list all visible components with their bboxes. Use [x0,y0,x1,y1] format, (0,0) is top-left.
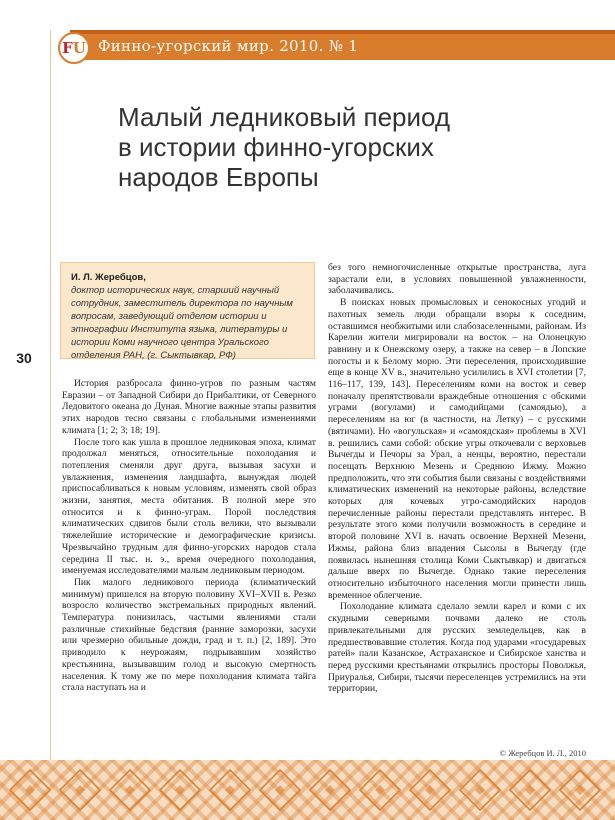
paragraph: Пик малого ледникового периода (климатический минимум) пришелся на вторую половину XVI–XVII в. Резко возросло количество экстремальных природных явлений. Температура понизилась, частыми явлениями стали различные стихийные бедствия (ранние заморозки, засухи или чрезмерно обильные дожди, град и т. п.) [2, 189]. Это приводило к неурожаям, подрывавшим хозяйство крестьянина, вызывавшим голод и высокую смертность населения. К тому же по мере похолодания климата тайга стала наступать на и [62,576,316,694]
copyright-note: © Жеребцов И. Л., 2010 [499,748,586,758]
author-box [60,262,315,359]
journal-header [0,30,615,60]
left-column [62,378,316,694]
title-line-2: в истории финно-угорских [118,132,434,162]
author-affiliation: доктор исторических наук, старший научный сотрудник, заместитель директора по научным вопросам, заведующий отделом истории и этнографии Института языка, литературы и истории Коми научного центра Уральского отделения РАН, (г. Сыктывкар, РФ) [71,285,293,361]
footer-ornament [0,760,615,820]
left-rule [50,30,51,770]
page-number: 30 [16,350,32,366]
paragraph: В поисках новых промысловых и сенокосных угодий и пахотных земель люди обращали взоры к соседним, оставшимся необжитыми или слабозаселенными, районам. Из Карелии жители мигрировали на восток – на Олонецкую равнину и к Онежскому озеру, а также на север – в Лопские погосты и к Белому морю. Эти переселения, происходившие еще в конце XV в., значительно усилились в XVI столетии [7, 116–117, 139, 143]. Переселениям коми на восток и север поначалу препятствовали враждебные отношения с обскими уграми (вогулами) и самодийцами (самоядью), а переселениям на юг (в частности, на Летку) – с русскими (вятичами). Но «вогульская» и «самоядская» проблемы в XVI в. решились сами собой: обские угры откочевали с верховьев Вычегды и Печоры за Урал, а ненцы, вероятно, перестали посещать Верхнюю Мезень и Среднюю Ижму. Можно предположить, что эти события были связаны с воздействиями климатических изменений на некоторые районы, вследствие которых для кочевых угро-самодийских народов перечисленные районы перестали представлять интерес. В результате этого коми получили возможность в середине и второй половине XVI в. начать освоение Верхней Мезени, Ижмы, района близ впадения Сысолы в Вычегду (где появилась нынешняя столица Коми Сыктывкар) и двигаться дальше вверх по Вычегде. Однако такие переселения относительно избыточного населения могли принести лишь временное облегчение. [328,297,586,601]
logo-letter-u: U [72,39,86,57]
paragraph: После того как ушла в прошлое ледниковая эпоха, климат продолжал меняться, относительные похолодания и потепления сменяли друг друга, вызывая засухи и увлажнения, изменения ландшафта, вынуждая людей приспосабливаться к новым условиям, изменять свой образ жизни, занятия, места обитания. В полной мере это относится и к финно-уграм. Порой последствия климатических сдвигов были столь велики, что вызывали тяжелейшие исторические и демографические кризисы. Чрезвычайно трудным для финно-угорских народов стала середина II тыс. н. э., время очередного похолодания, именуемая исследователями малым ледниковым периодом. [62,436,316,577]
paragraph: История разбросала финно-угров по разным частям Евразии – от Западной Сибири до Прибалтики, от Северного Ледовитого океана до Дуная. Многие важные этапы развития этих народов тесно связаны с глобальными изменениями климата [1; 2; 3; 18; 19]. [62,378,316,436]
paragraph: без того немногочисленные открытые пространства, луга зарастали ели, в условиях повышенной увлажненности, заболачивались. [328,262,586,297]
ornament-pattern [0,760,615,820]
title-line-3: народов Европы [118,162,319,192]
title-line-1: Малый ледниковый период [118,102,451,132]
author-name: И. Л. Жеребцов [71,272,144,283]
logo-letter-f: F [62,39,73,57]
article-title [118,102,538,192]
author-name-comma: , [143,272,146,283]
right-column [328,262,586,695]
author-name-line [71,271,304,284]
paragraph: Похолодание климата сделало земли карел и коми с их скудными северными почвами далеко не столь привлекательными для русских земледельцев, как в предшествовавшие столетия. Когда под ударами «государевых ратей» пали Казанское, Астраханское и Сибирское ханства и перед русскими крестьянами открылись просторы Поволжья, Приуралья, Сибири, тысячи переселенцев устремились на эти территории, [328,601,586,695]
journal-title: Финно-угорский мир. 2010. № 1 [98,37,359,55]
journal-logo [58,32,90,64]
